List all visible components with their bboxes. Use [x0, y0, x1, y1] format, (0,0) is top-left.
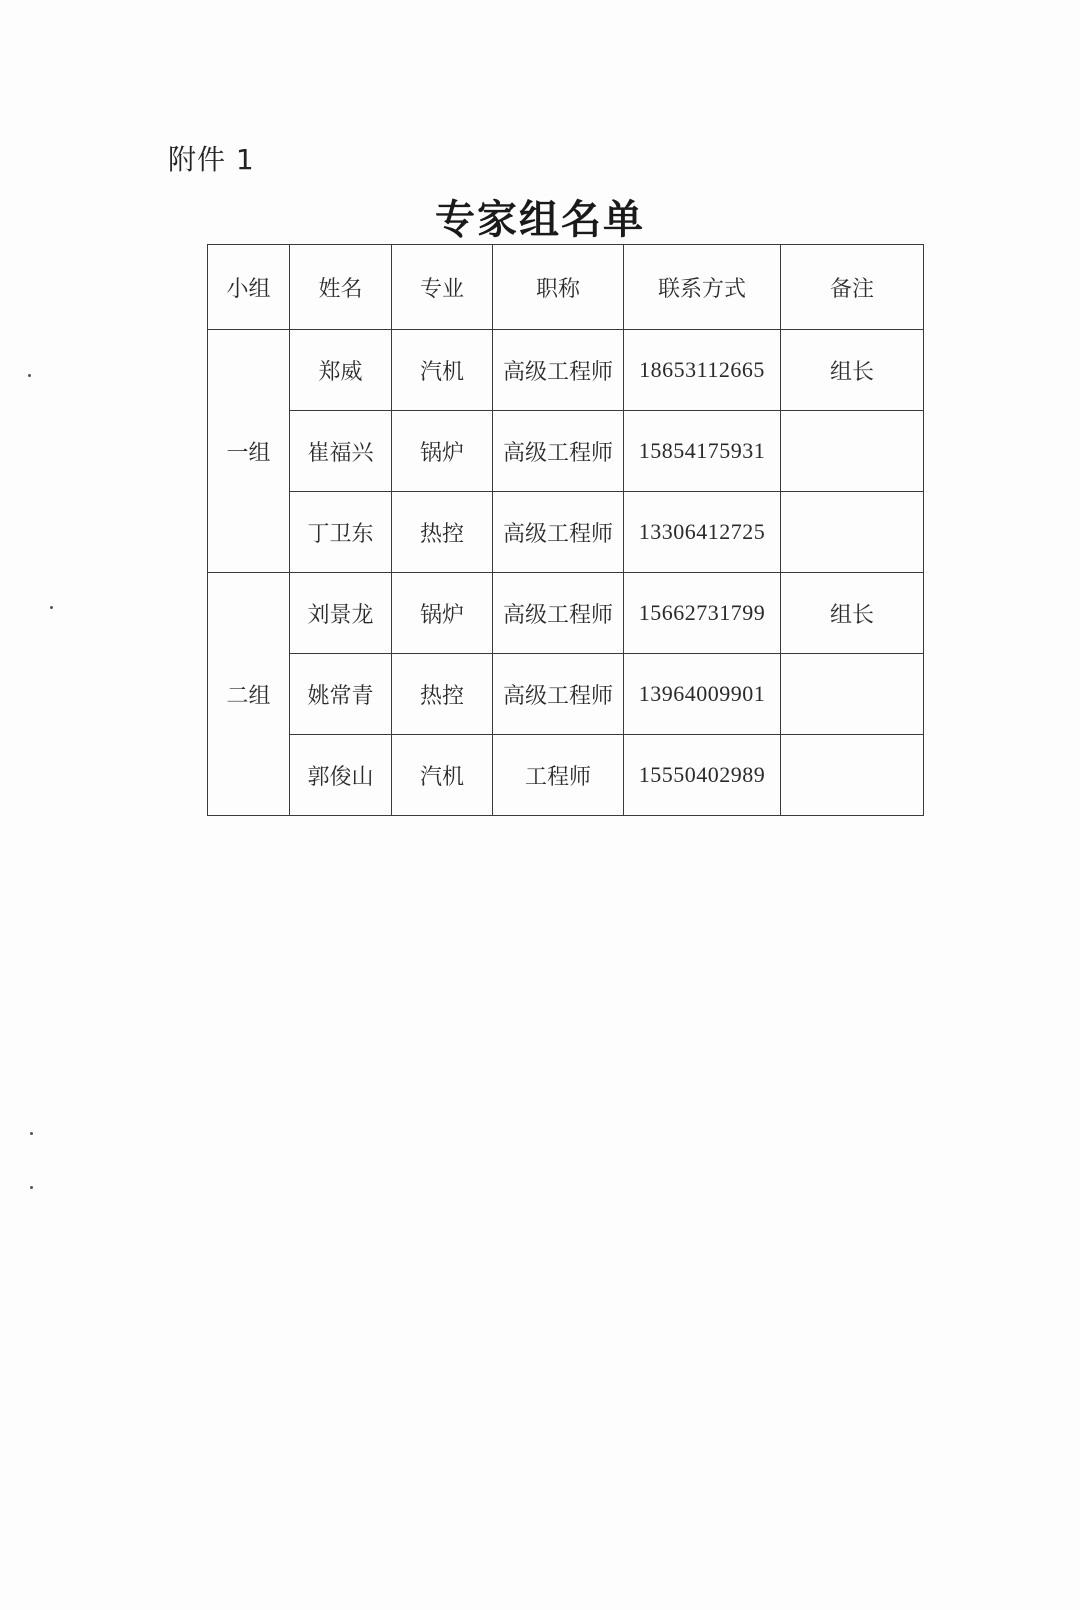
- document-title: 专家组名单: [435, 196, 645, 243]
- member-major: 汽机: [392, 735, 493, 816]
- member-remark: 组长: [781, 330, 924, 411]
- member-title: 高级工程师: [493, 654, 624, 735]
- member-major: 汽机: [392, 330, 493, 411]
- table-row: [208, 330, 924, 411]
- member-name: 崔福兴: [290, 411, 392, 492]
- header-remark: 备注: [781, 245, 924, 330]
- table-row: [208, 573, 924, 654]
- table-row: [208, 411, 924, 492]
- member-remark: 组长: [781, 573, 924, 654]
- member-major: 锅炉: [392, 411, 493, 492]
- member-contact: 13964009901: [624, 654, 781, 735]
- member-name: 郭俊山: [290, 735, 392, 816]
- group-cell: 一组: [208, 330, 290, 573]
- attachment-label: 附件 1: [168, 143, 255, 176]
- table-header-row: [208, 245, 924, 330]
- scan-speck: [28, 374, 31, 377]
- member-title: 高级工程师: [493, 411, 624, 492]
- member-title: 高级工程师: [493, 492, 624, 573]
- member-title: 高级工程师: [493, 330, 624, 411]
- member-contact: 15854175931: [624, 411, 781, 492]
- member-remark: [781, 735, 924, 816]
- scan-speck: [30, 1132, 33, 1135]
- member-name: 姚常青: [290, 654, 392, 735]
- member-contact: 15550402989: [624, 735, 781, 816]
- member-major: 锅炉: [392, 573, 493, 654]
- table-row: [208, 735, 924, 816]
- table-row: [208, 492, 924, 573]
- scan-speck: [50, 606, 53, 609]
- member-contact: 13306412725: [624, 492, 781, 573]
- member-remark: [781, 654, 924, 735]
- header-group: 小组: [208, 245, 290, 330]
- member-name: 郑威: [290, 330, 392, 411]
- member-title: 高级工程师: [493, 573, 624, 654]
- member-remark: [781, 411, 924, 492]
- header-title: 职称: [493, 245, 624, 330]
- group-cell: 二组: [208, 573, 290, 816]
- member-title: 工程师: [493, 735, 624, 816]
- member-name: 刘景龙: [290, 573, 392, 654]
- member-name: 丁卫东: [290, 492, 392, 573]
- member-contact: 18653112665: [624, 330, 781, 411]
- member-contact: 15662731799: [624, 573, 781, 654]
- scan-speck: [30, 1186, 33, 1189]
- member-major: 热控: [392, 492, 493, 573]
- member-major: 热控: [392, 654, 493, 735]
- member-remark: [781, 492, 924, 573]
- header-major: 专业: [392, 245, 493, 330]
- expert-group-table: [207, 244, 924, 816]
- header-name: 姓名: [290, 245, 392, 330]
- table-row: [208, 654, 924, 735]
- header-contact: 联系方式: [624, 245, 781, 330]
